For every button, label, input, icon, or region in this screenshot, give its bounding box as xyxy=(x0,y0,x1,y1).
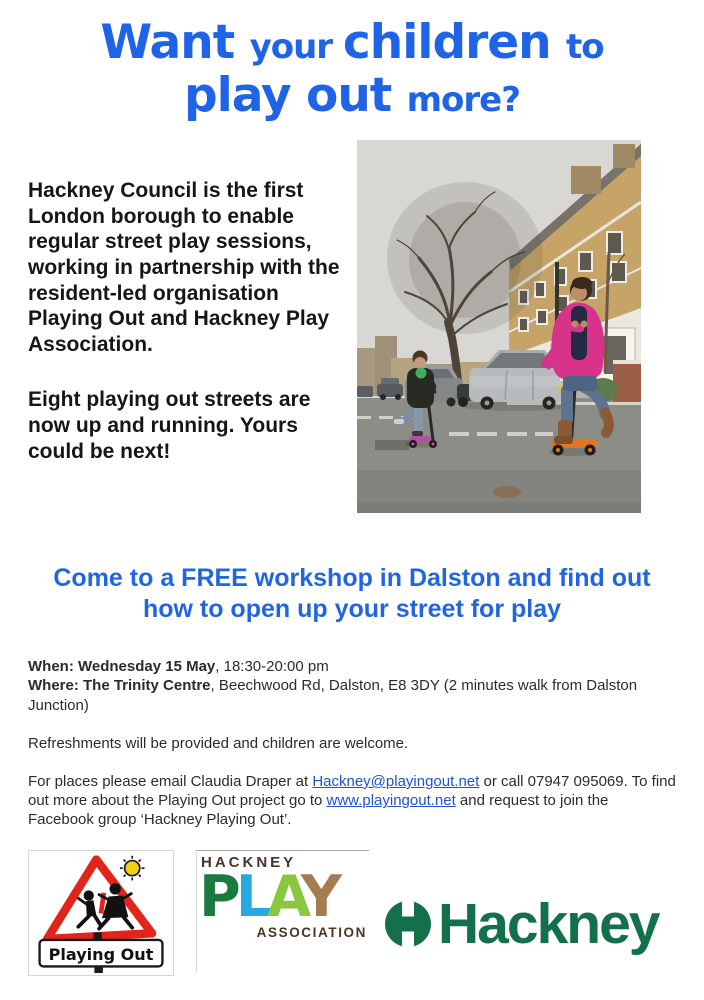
intro-text xyxy=(28,140,352,513)
logo-row xyxy=(0,850,704,976)
website-link[interactable]: www.playingout.net xyxy=(326,792,456,810)
refreshments-text: Refreshments will be provided and children are welcome. xyxy=(28,734,409,752)
playing-out-sign-icon xyxy=(32,853,170,973)
contact-text: For places please email Claudia Draper at Hackney@playingout.net or call 07947 095069. To find out more about the Playing Out project go to www.playingout.net and request to join the Facebook group ‘Hackney Playing Out’. xyxy=(28,772,676,829)
where-label: Where: The Trinity Centre xyxy=(28,677,211,695)
heading-line-2: play out more? xyxy=(184,68,520,124)
hackney-h-roundel-icon xyxy=(385,901,431,947)
intro-row xyxy=(0,140,704,513)
when-where-text: When: Wednesday 15 May, 18:30-20:00 pm Where: The Trinity Centre, Beechwood Rd, Dalston, E8 3DY (2 minutes walk from Dalston Junction) xyxy=(28,658,638,714)
main-heading xyxy=(0,0,704,122)
hackney-wordmark: Hackney xyxy=(438,891,659,956)
email-link[interactable]: Hackney@playingout.net xyxy=(312,772,480,790)
hpa-association-text: ASSOCIATION xyxy=(256,925,367,941)
workshop-subheading: Come to a FREE workshop in Dalston and find out how to open up your street for play xyxy=(53,564,651,623)
hpa-play-wordmark: PLAY xyxy=(199,864,338,931)
hackney-play-association-logo xyxy=(196,850,369,973)
hackney-council-logo xyxy=(385,891,659,956)
heading-line-1: Want your children to xyxy=(100,15,604,70)
intro-paragraph-2: Eight playing out streets are now up and running. Yours could be next! xyxy=(28,388,311,463)
playing-out-sign-text: Playing Out xyxy=(48,944,154,964)
event-details xyxy=(0,657,704,829)
hpa-hackney-text: HACKNEY xyxy=(201,853,297,871)
intro-paragraph-1: Hackney Council is the first London borough to enable regular street play sessions, working in partnership with the resident-led organisation Playing Out and Hackney Play Association. xyxy=(28,179,340,356)
street-scene-photo xyxy=(357,140,641,513)
when-label: When: Wednesday 15 May xyxy=(28,658,216,676)
playing-out-logo xyxy=(28,850,174,976)
